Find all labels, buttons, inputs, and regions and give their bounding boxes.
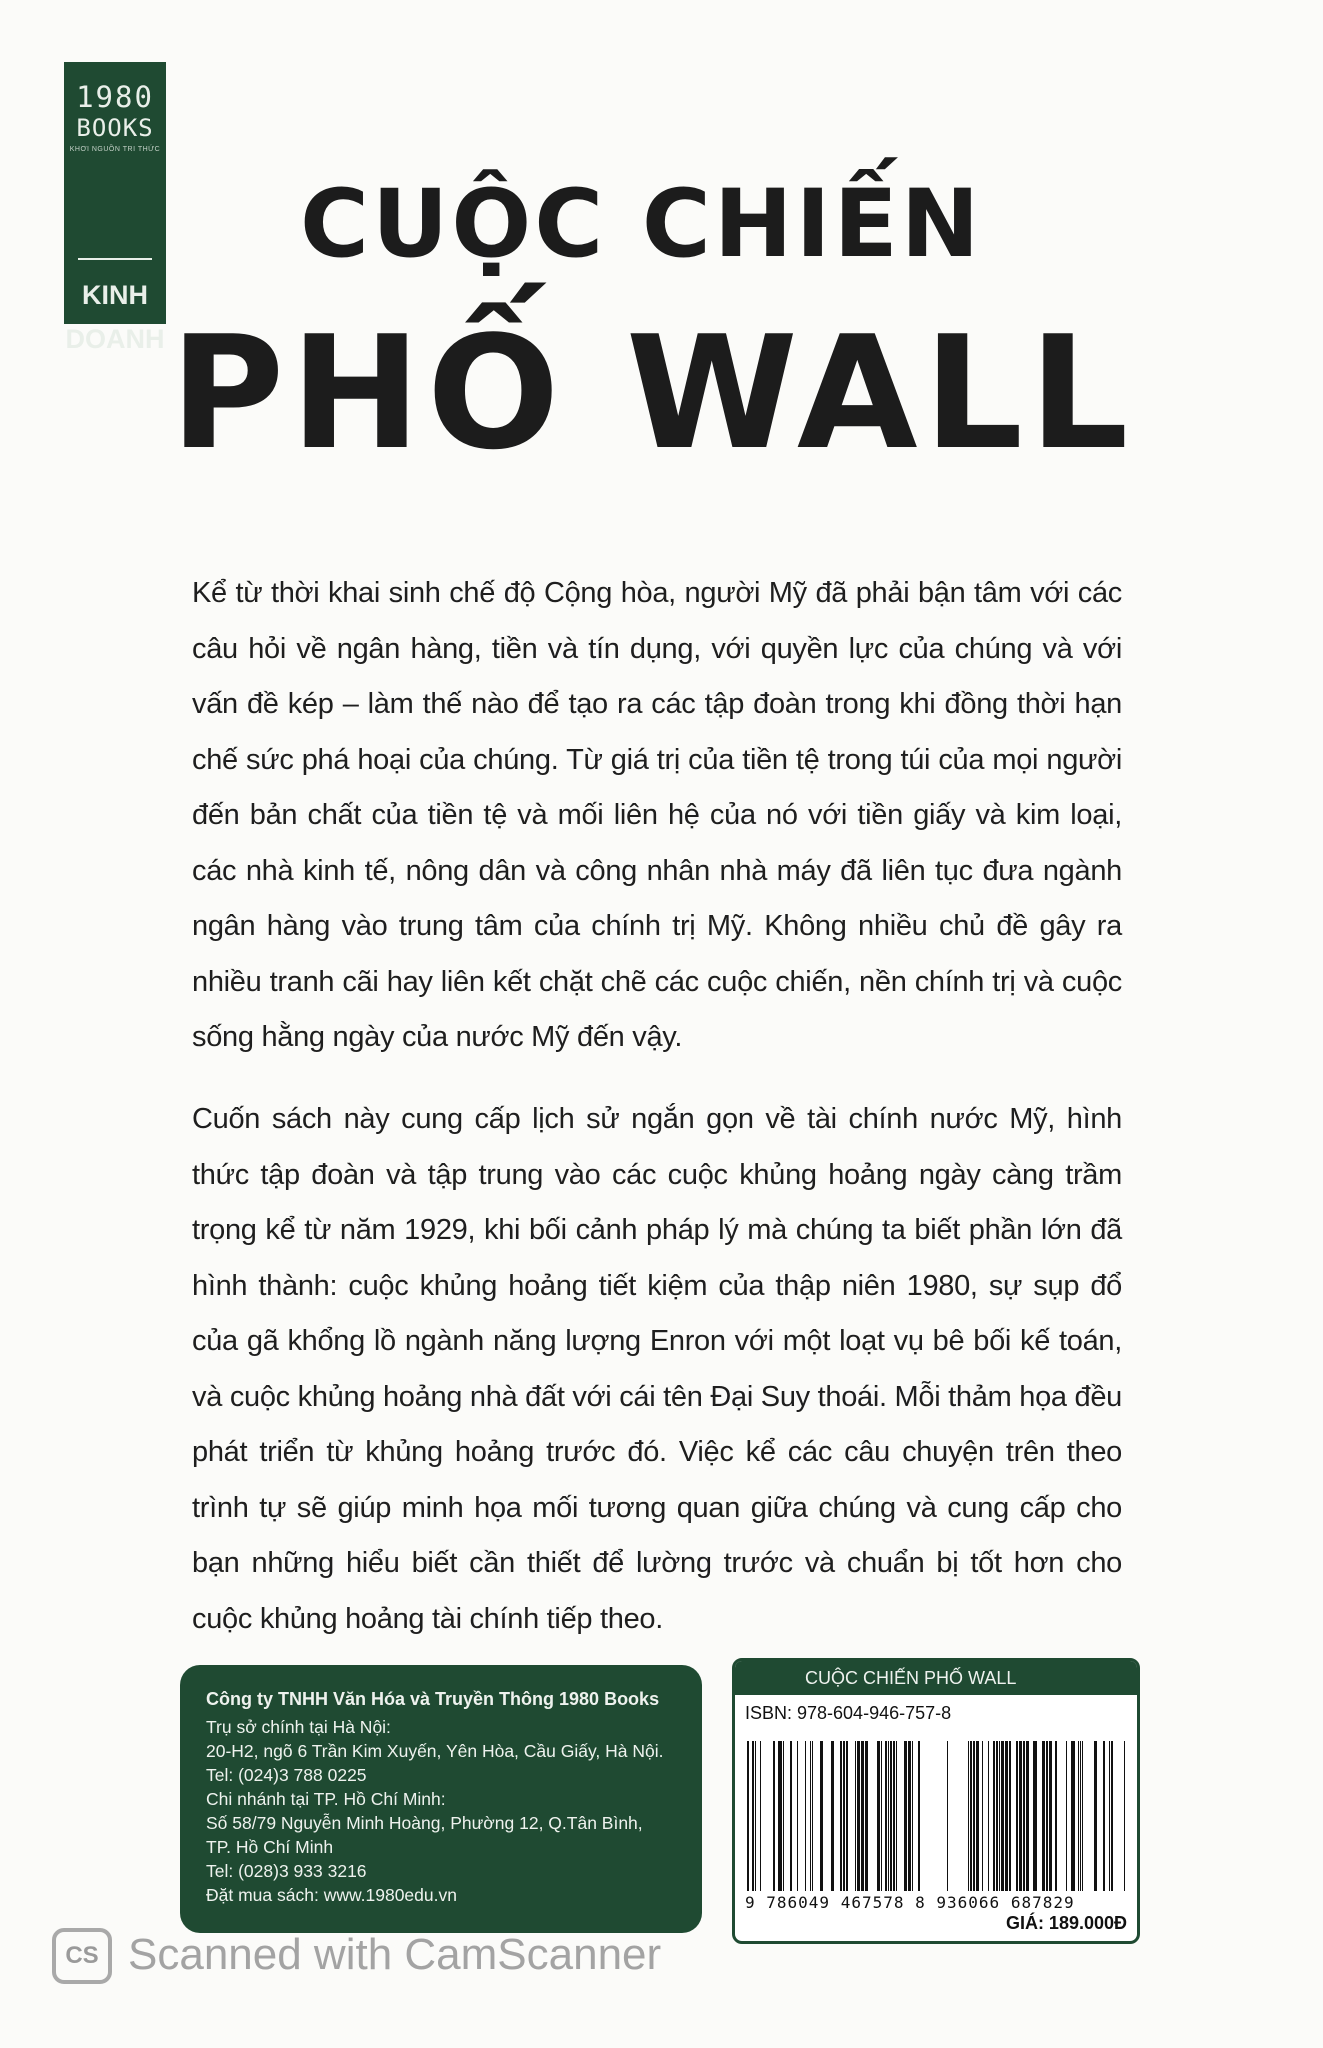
price-label: GIÁ: 189.000Đ (1005, 1913, 1127, 1933)
info-line: TP. Hồ Chí Minh (206, 1837, 334, 1857)
info-line: Chi nhánh tại TP. Hồ Chí Minh: (206, 1789, 446, 1809)
scanner-watermark-text: Scanned with CamScanner (128, 1930, 662, 1979)
barcode-digits: 9 786049 467578 8 936066 687829 (745, 1893, 1075, 1912)
blurb-paragraph-2: Cuốn sách này cung cấp lịch sử ngắn gọn về tài chính nước Mỹ, hình thức tập đoàn và tập trung vào các cuộc khủng hoảng ngày càng trầm trọng kể từ năm 1929, khi bối cảnh pháp lý mà chúng ta biết phần lớn đã hình thành: cuộc khủng hoảng tiết kiệm của thập niên 1980, sự sụp đổ của gã khổng lồ ngành năng lượng Enron với một loạt vụ bê bối kế toán, và cuộc khủng hoảng nhà đất với cái tên Đại Suy thoái. Mỗi thảm họa đều phát triển từ khủng hoảng trước đó. Việc kể các câu chuyện trên theo trình tự sẽ giúp minh họa mối tương quan giữa chúng và cung cấp cho bạn những hiểu biết cần thiết để lường trước và chuẩn bị tốt hơn cho cuộc khủng hoảng tài chính tiếp theo. (192, 1103, 1122, 1635)
info-line: Đặt mua sách: www.1980edu.vn (206, 1885, 457, 1905)
book-title-line2: PHỐ WALL (170, 302, 1135, 484)
publisher-logo-tagline: KHƠI NGUỒN TRI THỨC (69, 146, 161, 153)
publisher-info-box (180, 1665, 702, 1933)
publisher-logo-books: BOOKS (76, 114, 154, 142)
isbn-label: ISBN: 978-604-946-757-8 (745, 1703, 952, 1723)
barcode-header: CUỘC CHIẾN PHỐ WALL (735, 1661, 1137, 1695)
info-line: Số 58/79 Nguyễn Minh Hoàng, Phường 12, Q.Tân Bình, (206, 1813, 643, 1833)
barcode-box (732, 1658, 1140, 1944)
barcode-icon (747, 1741, 1127, 1891)
info-line: Trụ sở chính tại Hà Nội: (206, 1717, 391, 1737)
info-line: 20-H2, ngõ 6 Trần Kim Xuyến, Yên Hòa, Cầu Giấy, Hà Nội. (206, 1741, 664, 1761)
publisher-strip (64, 62, 166, 354)
info-line: Tel: (028)3 933 3216 (206, 1861, 367, 1881)
publisher-company-name: Công ty TNHH Văn Hóa và Truyền Thông 1980 Books (206, 1689, 660, 1709)
blurb-paragraph-1: Kể từ thời khai sinh chế độ Cộng hòa, người Mỹ đã phải bận tâm với các câu hỏi về ngân hàng, tiền và tín dụng, với quyền lực của chúng và với vấn đề kép – làm thế nào để tạo ra các tập đoàn trong khi đồng thời hạn chế sức phá hoại của chúng. Từ giá trị của tiền tệ trong túi của mọi người đến bản chất của tiền tệ và mối liên hệ của nó với tiền giấy và kim loại, các nhà kinh tế, nông dân và công nhân nhà máy đã liên tục đưa ngành ngân hàng vào trung tâm của chính trị Mỹ. Không nhiều chủ đề gây ra nhiều tranh cãi hay liên kết chặt chẽ các cuộc chiến, nền chính trị và cuộc sống hằng ngày của nước Mỹ đến vậy. (192, 577, 1122, 1053)
book-title-line1: CUỘC CHIẾN (300, 170, 983, 279)
category-label-line1: KINH (82, 280, 148, 310)
publisher-logo-number: 1980 (76, 80, 154, 114)
category-label-line2: DOANH (65, 324, 165, 354)
strip-divider (78, 258, 152, 260)
info-line: Tel: (024)3 788 0225 (206, 1765, 367, 1785)
camscanner-icon: CS (52, 1928, 112, 1984)
